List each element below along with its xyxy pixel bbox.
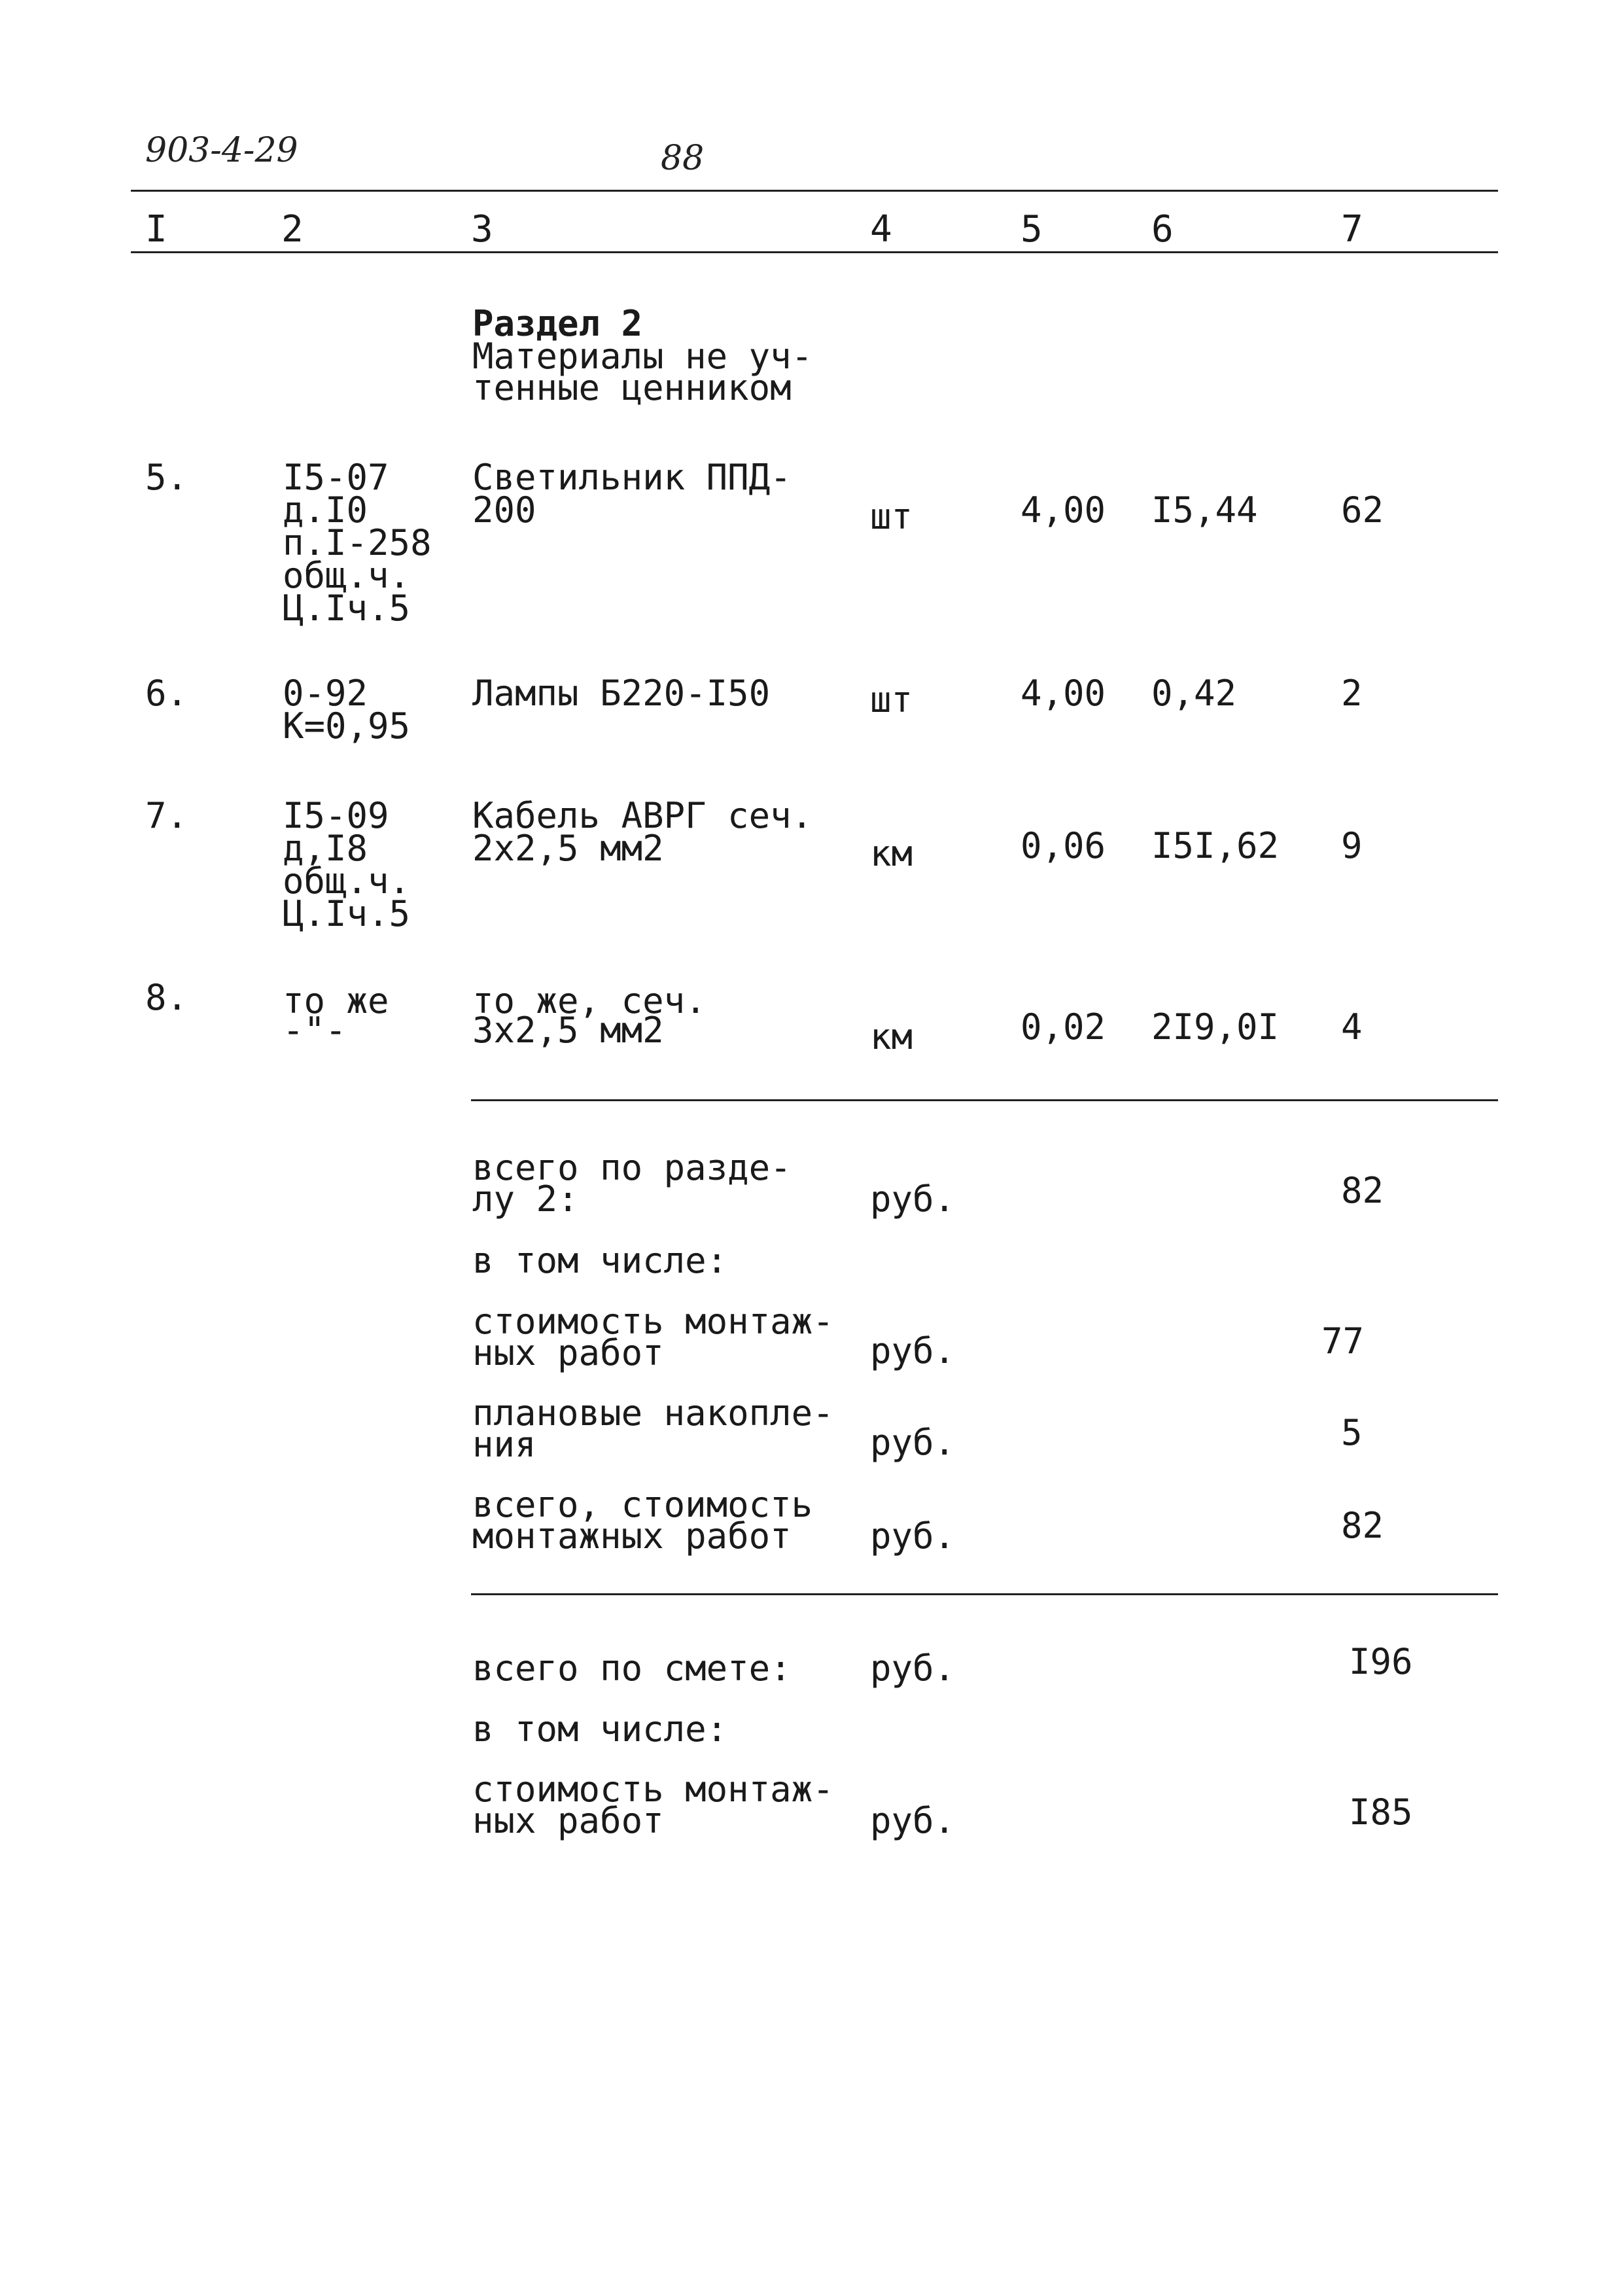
row-total: 9 [1341,825,1363,866]
total-unit: руб. [870,1422,956,1463]
row-name-line: Кабель АВРГ сеч. [472,795,813,836]
row-ref-line: п.I-258 [283,522,432,563]
total-unit: руб. [870,1800,956,1841]
column-3-header: 3 [471,208,493,251]
total-label-line: в том числе: [472,1240,728,1281]
total-label-line: плановые накопле- [472,1392,834,1434]
row-name-line: то же, сеч. [472,980,707,1021]
column-6-header: 6 [1151,208,1174,251]
total-value: I85 [1349,1792,1413,1833]
total-label-line: в том числе: [472,1708,728,1750]
column-7-header: 7 [1341,208,1363,251]
total-label-line: ных работ [472,1332,664,1373]
row-ref-line: 0-92 [283,673,368,714]
row-total: 2 [1341,673,1363,714]
row-ref-line: Ц.Iч.5 [283,893,411,934]
total-unit: руб. [870,1515,956,1557]
total-label-line: всего, стоимость [472,1484,813,1525]
row-name-line: Лампы Б220-I50 [472,673,771,714]
row-ref-line: -"- [283,1010,347,1051]
total-value: 82 [1341,1505,1384,1546]
document-code: 903-4-29 [145,131,298,170]
total-label-line: лу 2: [472,1178,579,1220]
total-label-line: ния [472,1424,536,1465]
row-ref-line: общ.ч. [283,555,411,596]
row-number: 7. [145,795,188,836]
row-ref-line: д,I8 [283,828,368,869]
total-unit: руб. [870,1648,956,1689]
row-price: I5I,62 [1151,825,1280,866]
header-bottom-rule [131,251,1498,253]
total-value: 82 [1341,1170,1384,1211]
total-value: 77 [1321,1320,1365,1362]
header-top-rule [131,190,1498,192]
section-subtitle-line1: Материалы не уч- [472,336,813,377]
row-price: I5,44 [1151,489,1258,531]
row-quantity: 0,02 [1021,1006,1106,1048]
row-ref-line: Ц.Iч.5 [283,588,411,629]
row-total: 62 [1341,489,1384,531]
row-unit: шт [870,496,913,537]
total-label-line: стоимость монтаж- [472,1301,834,1342]
row-ref-line: I5-09 [283,795,389,836]
estimate-totals-rule [471,1593,1498,1595]
total-value: I96 [1349,1641,1413,1682]
row-number: 6. [145,673,188,714]
row-name-line: 2х2,5 мм2 [472,828,664,869]
total-label-line: ных работ [472,1800,664,1841]
row-name-line: Светильник ППД- [472,457,792,498]
total-unit: руб. [870,1330,956,1371]
row-unit: км [870,833,913,874]
row-ref-line: I5-07 [283,457,389,498]
column-5-header: 5 [1021,208,1043,251]
section-subtitle-line2: тенные ценником [472,367,792,408]
row-ref-line: д.I0 [283,489,368,531]
row-quantity: 4,00 [1021,489,1106,531]
total-label-line: стоимость монтаж- [472,1769,834,1810]
column-1-header: I [145,208,167,251]
column-2-header: 2 [281,208,304,251]
total-label-line: всего по разде- [472,1147,792,1188]
row-name-line: 200 [472,489,536,531]
section-totals-rule [471,1099,1498,1101]
row-ref-line: К=0,95 [283,705,411,747]
total-label-line: монтажных работ [472,1515,792,1557]
row-quantity: 4,00 [1021,673,1106,714]
row-quantity: 0,06 [1021,825,1106,866]
row-name-line: 3х2,5 мм2 [472,1010,664,1051]
total-label-line: всего по смете: [472,1648,792,1689]
row-ref-line: то же [283,980,389,1021]
row-ref-line: общ.ч. [283,860,411,902]
column-4-header: 4 [870,208,892,251]
row-price: 0,42 [1151,673,1237,714]
row-unit: км [870,1016,913,1057]
total-unit: руб. [870,1178,956,1220]
row-number: 5. [145,457,188,498]
section-title: Раздел 2 [472,303,643,344]
row-price: 2I9,0I [1151,1006,1280,1048]
row-unit: шт [870,679,913,720]
row-total: 4 [1341,1006,1363,1048]
row-number: 8. [145,977,188,1018]
total-value: 5 [1341,1412,1363,1453]
page-number: 88 [661,139,705,178]
